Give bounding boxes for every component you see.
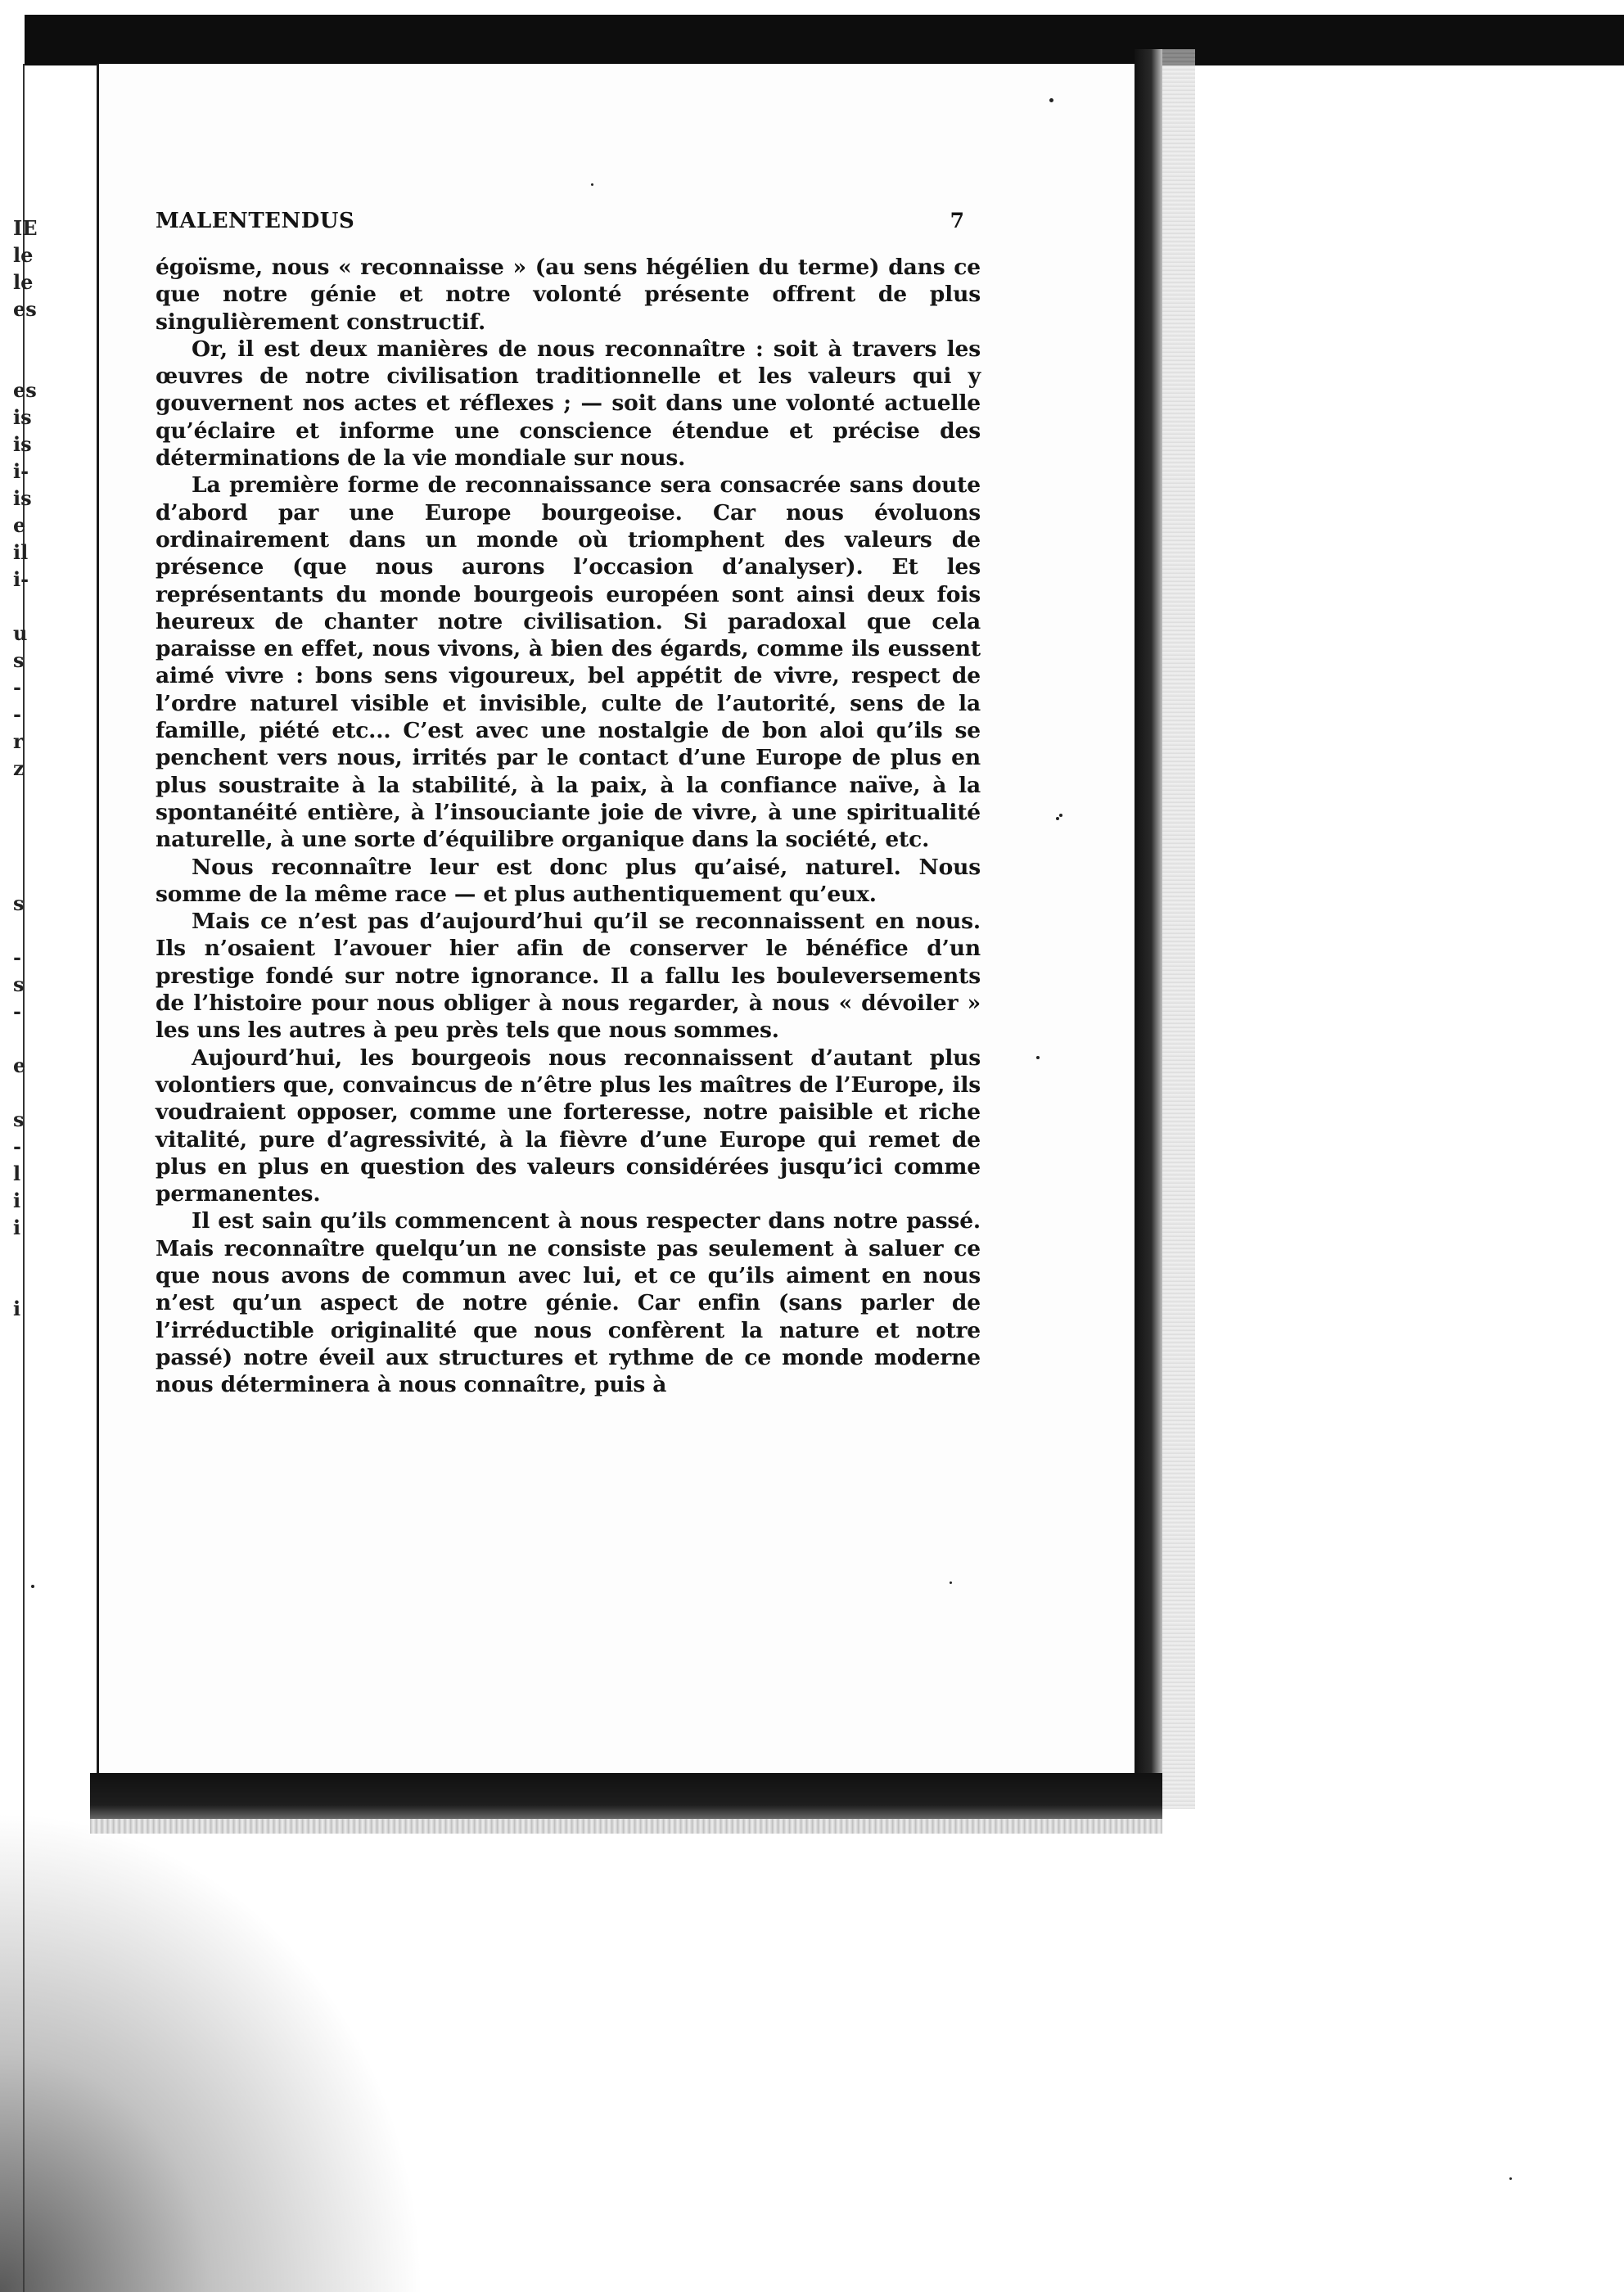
- margin-fragment: s: [13, 648, 25, 672]
- running-head-title: MALENTENDUS: [156, 209, 355, 233]
- dust-speck: [950, 1581, 952, 1584]
- margin-fragment: is: [13, 405, 32, 429]
- paragraph: Or, il est deux manières de nous reconnaître : soit à travers les œuvres de notre civilisation traditionnelle et les valeurs qui y gouvernent nos actes et réflexes ; — soit dans une volonté actuelle qu’éclaire et informe une conscience étendue et précise des déterminations de la vie mondiale sur nous.: [156, 336, 981, 471]
- margin-fragment: [13, 863, 59, 890]
- margin-fragment: i-: [13, 567, 29, 591]
- margin-fragment: s: [13, 891, 25, 915]
- margin-fragment: s: [13, 1108, 25, 1131]
- margin-fragment: is: [13, 486, 32, 510]
- dust-speck: [1059, 814, 1062, 817]
- margin-fragment: IE: [13, 216, 38, 240]
- margin-fragment: -: [13, 1135, 21, 1158]
- paragraph: Nous reconnaître leur est donc plus qu’aisé, naturel. Nous somme de la même race — et plus authentiquement qu’eux.: [156, 854, 981, 907]
- page-right-edge-shadow: [1135, 49, 1162, 1809]
- paragraph: Aujourd’hui, les bourgeois nous reconnaissent d’autant plus volontiers que, convaincus de n’être plus les maîtres de l’Europe, ils voudraient opposer, comme une forteresse, notre paisible et riche vitalité, pure d’agressivité, à la fièvre d’une Europe qui remet de plus en plus en question des valeurs considérées jusqu’ici comme permanentes.: [156, 1044, 981, 1207]
- margin-fragment: -: [13, 702, 21, 726]
- margin-fragment: i: [13, 1297, 21, 1320]
- margin-fragment: [13, 593, 59, 620]
- dust-speck: [31, 1585, 34, 1588]
- margin-fragment: [13, 917, 59, 944]
- running-header: [156, 209, 974, 241]
- margin-fragment: e: [13, 513, 26, 537]
- margin-fragment: le: [13, 243, 34, 267]
- margin-fragment: is: [13, 432, 32, 456]
- body-text: [156, 254, 981, 1398]
- margin-fragment: [13, 323, 59, 350]
- paragraph: Mais ce n’est pas d’aujourd’hui qu’il se reconnaissent en nous. Ils n’osaient l’avouer hier afin de conserver le bénéfice d’un prestige fondé sur notre ignorance. Il a fallu les bouleversements de l’histoire pour nous obliger à nous regarder, à nous « dévoiler » les uns les autres à peu près tels que nous sommes.: [156, 909, 981, 1044]
- scan-top-border: [25, 15, 1624, 65]
- margin-fragment: i: [13, 1216, 21, 1239]
- paragraph: Il est sain qu’ils commencent à nous respecter dans notre passé. Mais reconnaître quelqu’un ne consiste pas seulement à saluer ce que nous avons de commun avec lui, et ce qu’ils aiment en nous n’est qu’un aspect de notre génie. Car enfin (sans parler de l’irréductible originalité que nous confèrent la nature et notre passé) notre éveil aux structures et rythme de ce monde moderne nous déterminera à nous connaître, puis à: [156, 1208, 981, 1398]
- page-number: 7: [950, 209, 964, 232]
- margin-fragment: [13, 809, 59, 836]
- margin-fragment: il: [13, 540, 29, 564]
- margin-fragment: [13, 782, 59, 809]
- margin-fragment: i-: [13, 459, 29, 483]
- margin-fragment: es: [13, 378, 37, 402]
- dust-speck: [1056, 817, 1059, 820]
- margin-fragment: [13, 1241, 59, 1268]
- margin-fragment: s: [13, 972, 25, 996]
- margin-fragment: es: [13, 297, 37, 321]
- margin-fragment: [13, 1079, 59, 1106]
- margin-fragment: [13, 1268, 59, 1295]
- paragraph: La première forme de reconnaissance sera consacrée sans doute d’abord par une Europe bourgeoise. Car nous évoluons ordinairement dans un monde où triomphent des valeurs de présence (que nous aurons l’occasion d’analyser). Et les représentants du monde bourgeois européen sont ainsi deux fois heureux de chanter notre civilisation. Si paradoxal que cela paraisse en effet, nous vivons, à bien des égards, comme ils eussent aimé vivre : bons sens vigoureux, bel appétit de vivre, respect de l’ordre naturel visible et invisible, culte de l’autorité, sens de la famille, piété etc... C’est avec une nostalgie de bon aloi qu’ils se penchent vers nous, irrités par le contact d’une Europe de plus en plus soustraite à la stabilité, à la paix, à la confiance naïve, à la spontanéité entière, à l’insouciante joie de vivre, à une spiritualité naturelle, à une sorte d’équilibre organique dans la société, etc.: [156, 472, 981, 853]
- margin-fragment: e: [13, 1054, 26, 1077]
- margin-fragment: l: [13, 1162, 21, 1185]
- margin-fragment: [13, 350, 59, 377]
- margin-fragment: r: [13, 729, 24, 753]
- margin-fragment: z: [13, 756, 25, 780]
- scan-corner: [0, 0, 25, 57]
- margin-fragment: -: [13, 675, 21, 699]
- dust-speck: [1036, 1056, 1040, 1059]
- margin-fragment: [13, 1025, 59, 1052]
- dust-speck: [1049, 98, 1053, 102]
- dust-speck: [591, 183, 593, 186]
- margin-fragment: -: [13, 945, 21, 969]
- scan-corner-shadow: [0, 1809, 426, 2292]
- margin-fragment: -: [13, 999, 21, 1023]
- scan-noise-right: [1162, 49, 1195, 1809]
- margin-fragment: le: [13, 270, 34, 294]
- margin-fragment: i: [13, 1189, 21, 1212]
- margin-fragment: [13, 836, 59, 863]
- margin-fragment: u: [13, 621, 28, 645]
- paragraph: égoïsme, nous « reconnaisse » (au sens hégélien du terme) dans ce que notre génie et notre volonté présente offrent de plus singulièrement constructif.: [156, 255, 981, 335]
- facing-page-margin-fragments: [13, 214, 59, 1322]
- dust-speck: [1509, 2177, 1512, 2180]
